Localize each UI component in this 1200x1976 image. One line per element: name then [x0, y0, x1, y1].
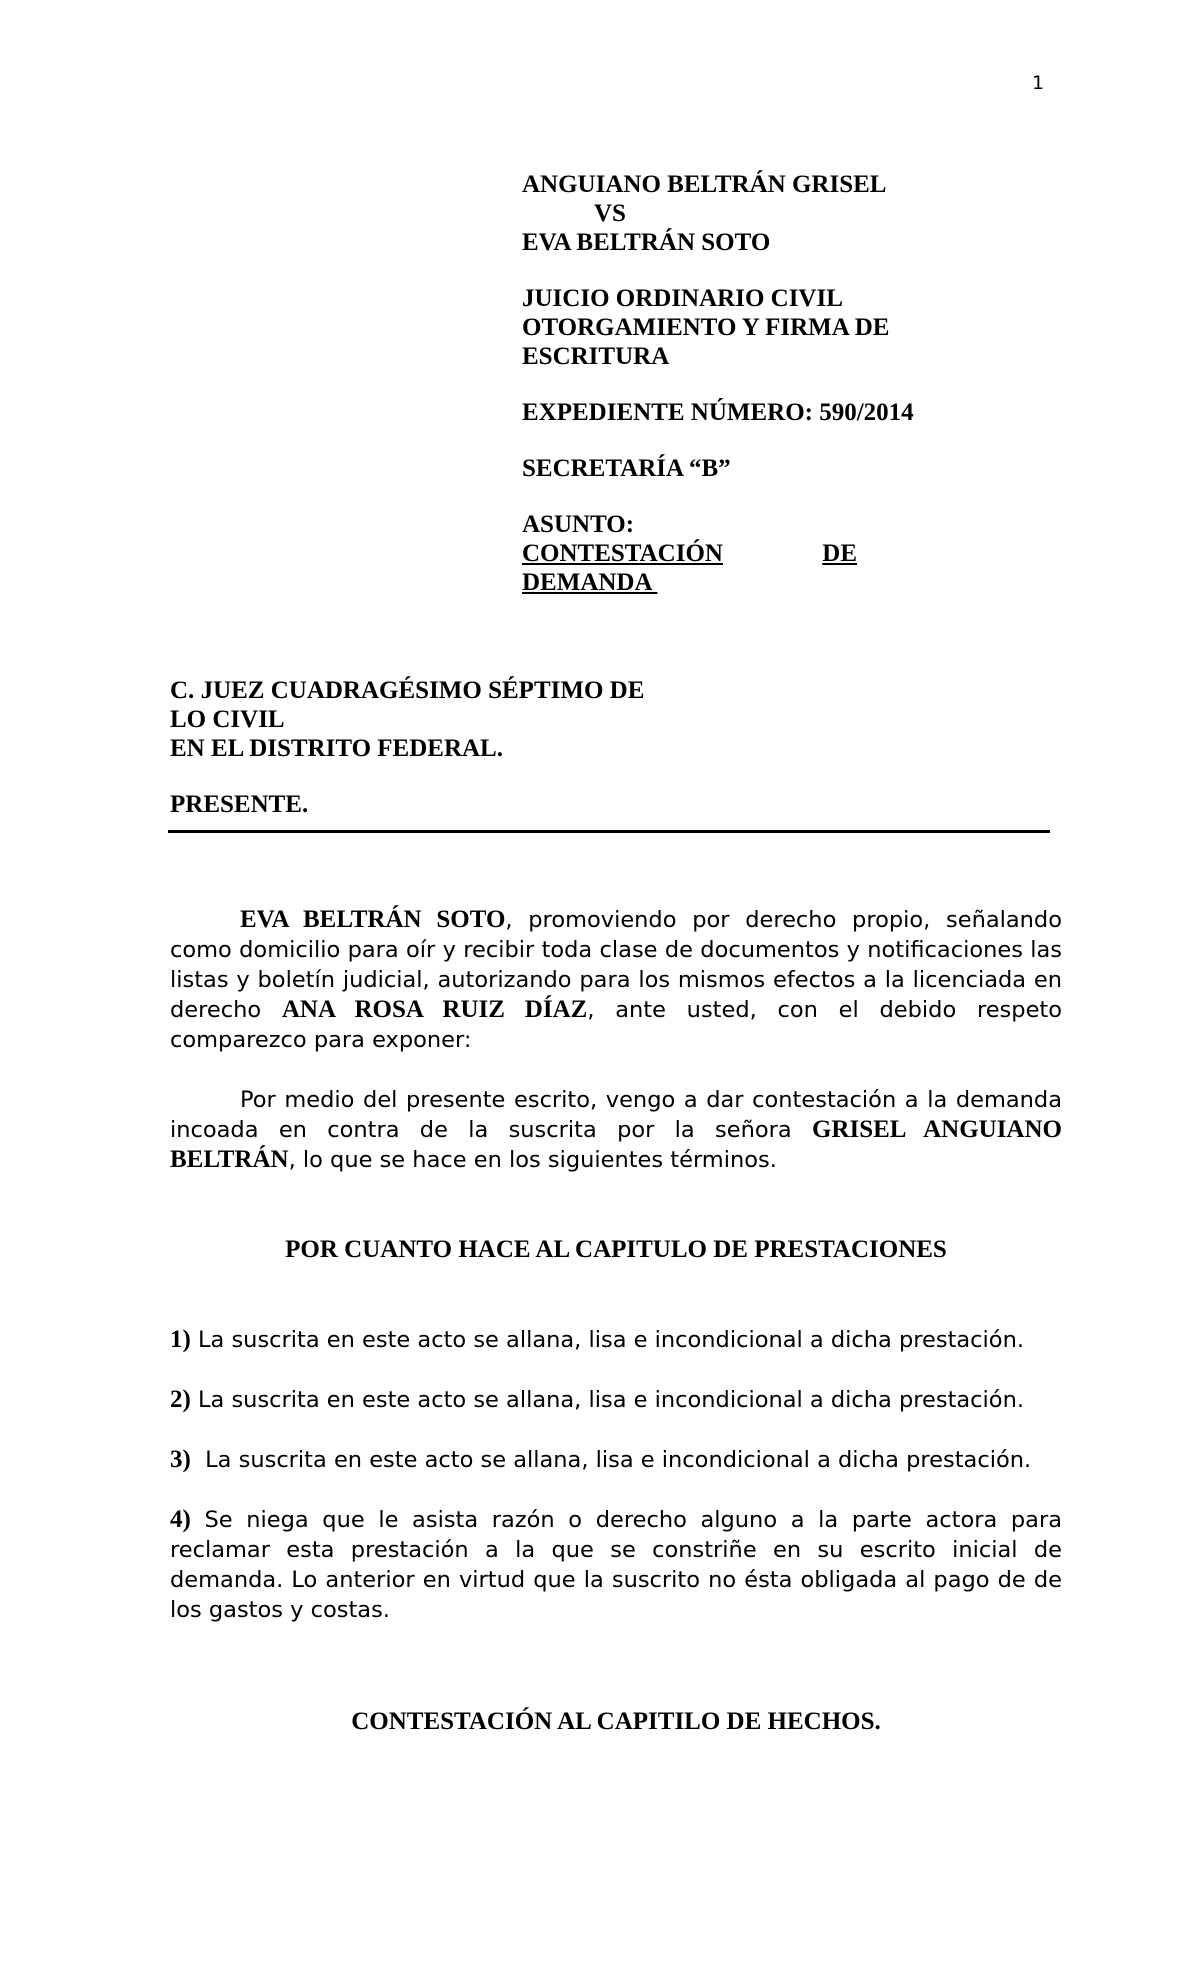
- heading-hechos: CONTESTACIÓN AL CAPITILO DE HECHOS.: [351, 1708, 881, 1735]
- item-number: 2): [170, 1386, 191, 1413]
- item-number: 3): [170, 1446, 191, 1473]
- item-text: Se niega que le asista razón o derecho alguno a la parte actora para reclamar esta prestación a la que se constriñe en su escrito inicial de demanda. Lo anterior en virtud que la suscrito no ésta obligada al pago de de los gastos y costas.: [170, 1507, 1062, 1623]
- subject-label: ASUNTO:: [522, 511, 635, 538]
- answer-name: GRISEL ANGUIANO BELTRÁN: [170, 1116, 1062, 1173]
- answer-paragraph: [170, 1085, 1062, 1175]
- trial-type-word: OTORGAMIENTO: [522, 314, 737, 341]
- addressee-word: C.: [170, 677, 195, 704]
- file-number: EXPEDIENTE NÚMERO: 590/2014: [522, 399, 914, 426]
- subject-word: DE: [822, 540, 857, 567]
- intro-text-2: , ante usted, con el debido respeto comparezco para exponer:: [170, 997, 1062, 1053]
- horizontal-rule: [168, 830, 1050, 833]
- subject-word: CONTESTACIÓN: [522, 540, 723, 567]
- trial-type-word: DE: [854, 314, 890, 341]
- trial-type-word: FIRMA: [765, 314, 849, 341]
- case-caption: [522, 170, 1062, 597]
- document-body: [170, 905, 1062, 1737]
- intro-name: EVA BELTRÁN SOTO: [240, 906, 506, 933]
- page-number: 1: [1032, 72, 1045, 94]
- answer-text-1: Por medio del presente escrito, vengo a dar contestación a la demanda incoada en contra de la suscrita por la señora: [170, 1087, 1062, 1143]
- addressee-word: CUADRAGÉSIMO: [270, 677, 482, 704]
- trial-type-line-1: [522, 284, 1062, 313]
- subject-line-1: [522, 510, 1062, 568]
- plaintiff-name: ANGUIANO BELTRÁN GRISEL: [522, 171, 887, 198]
- answer-text-2: , lo que se hace en los siguientes términos.: [288, 1147, 777, 1173]
- versus-label: VS: [594, 200, 626, 227]
- item-text: La suscrita en este acto se allana, lisa e incondicional a dicha prestación.: [190, 1327, 1024, 1353]
- list-item: [170, 1385, 1062, 1415]
- addressee-block: [170, 676, 744, 819]
- trial-type-word: CIVIL: [770, 285, 843, 312]
- heading-prestaciones: POR CUANTO HACE AL CAPITULO DE PRESTACIONES: [285, 1236, 947, 1263]
- defendant-name: EVA BELTRÁN SOTO: [522, 229, 771, 256]
- trial-type-line-2: [522, 313, 1062, 342]
- intro-lawyer: ANA ROSA RUIZ DÍAZ: [281, 996, 588, 1023]
- item-text: La suscrita en este acto se allana, lisa e incondicional a dicha prestación.: [190, 1447, 1032, 1473]
- list-item: [170, 1505, 1062, 1625]
- item-text: La suscrita en este acto se allana, lisa e incondicional a dicha prestación.: [190, 1387, 1024, 1413]
- present-label: PRESENTE.: [170, 791, 309, 818]
- addressee-word: DE: [609, 677, 645, 704]
- addressee-line-3: EN EL DISTRITO FEDERAL.: [170, 735, 503, 762]
- item-number: 1): [170, 1326, 191, 1353]
- addressee-word: JUEZ: [200, 677, 265, 704]
- subject-line-2: DEMANDA: [522, 569, 658, 596]
- addressee-line-2: LO CIVIL: [170, 706, 285, 733]
- trial-type-word: ORDINARIO: [615, 285, 765, 312]
- subject-value-part: [522, 539, 857, 568]
- trial-type-line-3: ESCRITURA: [522, 343, 670, 370]
- intro-paragraph: [170, 905, 1062, 1055]
- addressee-word: SÉPTIMO: [488, 677, 604, 704]
- list-item: [170, 1445, 1062, 1475]
- intro-text-1: , promoviendo por derecho propio, señalando como domicilio para oír y recibir toda clase de documentos y notificaciones las listas y boletín judicial, autorizando para los mismos efectos a la licenciada en derecho: [170, 907, 1062, 1023]
- trial-type-word: JUICIO: [522, 285, 610, 312]
- secretariat: SECRETARÍA “B”: [522, 455, 731, 482]
- list-item: [170, 1325, 1062, 1355]
- addressee-line-1: [170, 676, 744, 705]
- trial-type-word: Y: [741, 314, 759, 341]
- item-number: 4): [170, 1506, 191, 1533]
